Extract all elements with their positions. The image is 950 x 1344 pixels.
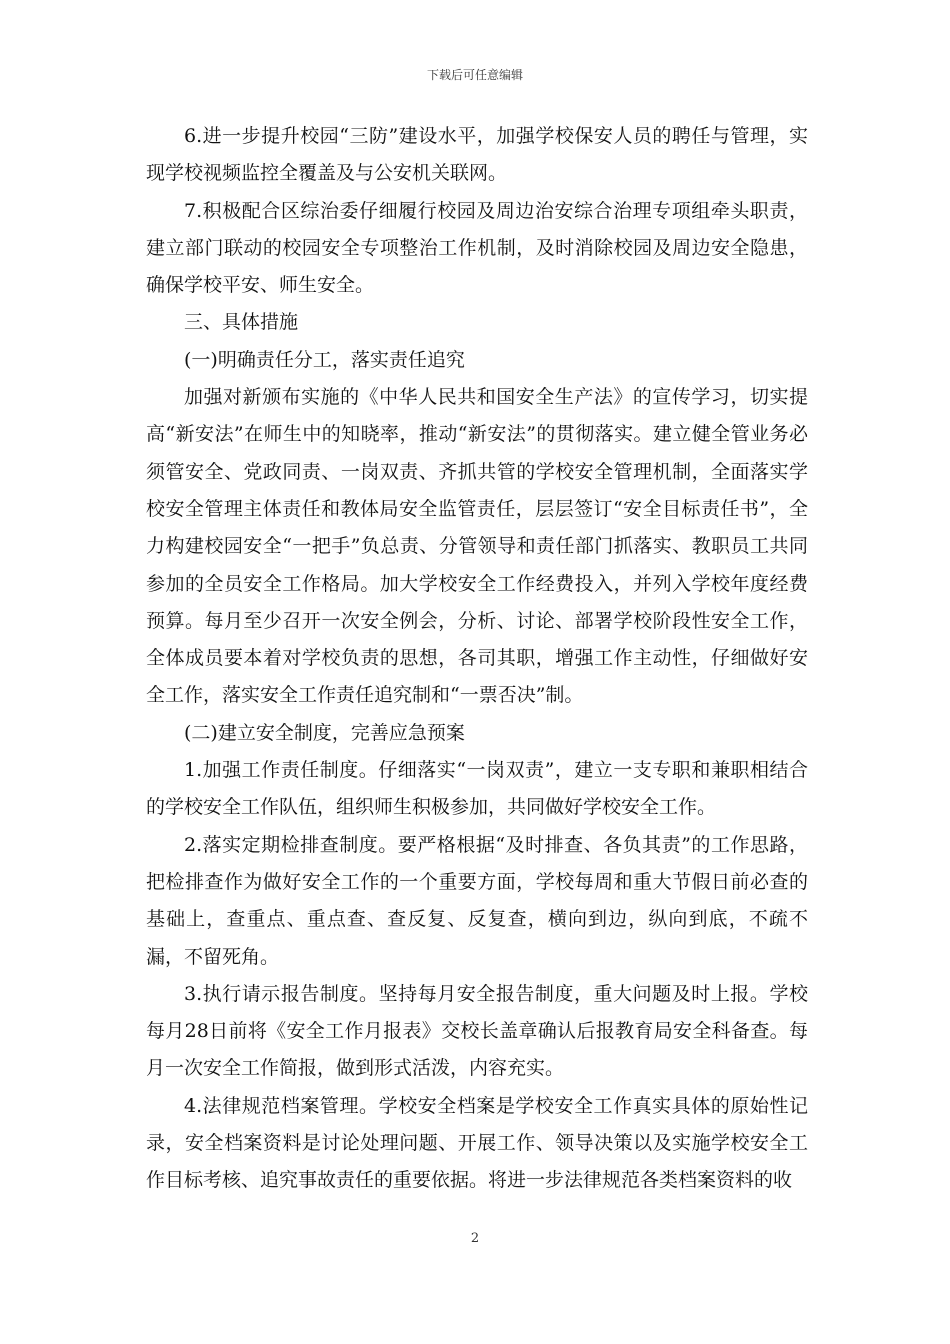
subheading-safety-system: (二)建立安全制度，完善应急预案 [184,721,465,744]
paragraph-item-2: 2.落实定期检排查制度。要严格根据“及时排查、各负其责”的工作思路，把检排查作为做好安全工作的一个重要方面，学校每周和重大节假日前必查的基础上，查重点、重点查、查反复、反复查，横向到边，纵向到底，不疏不漏，不留死角。 [146,833,808,968]
document-body [146,118,808,1200]
subheading-responsibility: (一)明确责任分工，落实责任追究 [184,348,465,371]
paragraph-item-1: 1.加强工作责任制度。仔细落实“一岗双责”，建立一支专职和兼职相结合的学校安全工作队伍，组织师生积极参加，共同做好学校安全工作。 [146,759,808,819]
paragraph-item-3: 3.执行请示报告制度。坚持每月安全报告制度，重大问题及时上报。学校每月28日前将《安全工作月报表》交校长盖章确认后报教育局安全科备查。每月一次安全工作简报，做到形式活泼，内容充实。 [146,982,808,1080]
paragraph-item-7: 7.积极配合区综治委仔细履行校园及周边治安综合治理专项组牵头职责，建立部门联动的校园安全专项整治工作机制，及时消除校园及周边安全隐患，确保学校平安、师生安全。 [146,199,808,297]
page-header: 下载后可任意编辑 [426,68,523,82]
paragraph-item-4: 4.法律规范档案管理。学校安全档案是学校安全工作真实具体的原始性记录，安全档案资料是讨论处理问题、开展工作、领导决策以及实施学校安全工作目标考核、追究事故责任的重要依据。将进一步法律规范各类档案资料的收 [146,1094,808,1192]
section-heading-measures: 三、具体措施 [184,311,299,334]
paragraph-responsibility-body: 加强对新颁布实施的《中华人民共和国安全生产法》的宣传学习，切实提高“新安法”在师生中的知晓率，推动“新安法”的贯彻落实。建立健全管业务必须管安全、党政同责、一岗双责、齐抓共管的学校安全管理机制，全面落实学校安全管理主体责任和教体局安全监管责任，层层签订“安全目标责任书”，全力构建校园安全“一把手”负总责、分管领导和责任部门抓落实、教职员工共同参加的全员安全工作格局。加大学校安全工作经费投入，并列入学校年度经费预算。每月至少召开一次安全例会，分析、讨论、部署学校阶段性安全工作，全体成员要本着对学校负责的思想，各司其职，增强工作主动性，仔细做好安全工作，落实安全工作责任追究制和“一票否决”制。 [146,386,808,707]
page-number: 2 [470,1231,480,1246]
paragraph-item-6: 6.进一步提升校园“三防”建设水平，加强学校保安人员的聘任与管理，实现学校视频监控全覆盖及与公安机关联网。 [146,125,808,185]
